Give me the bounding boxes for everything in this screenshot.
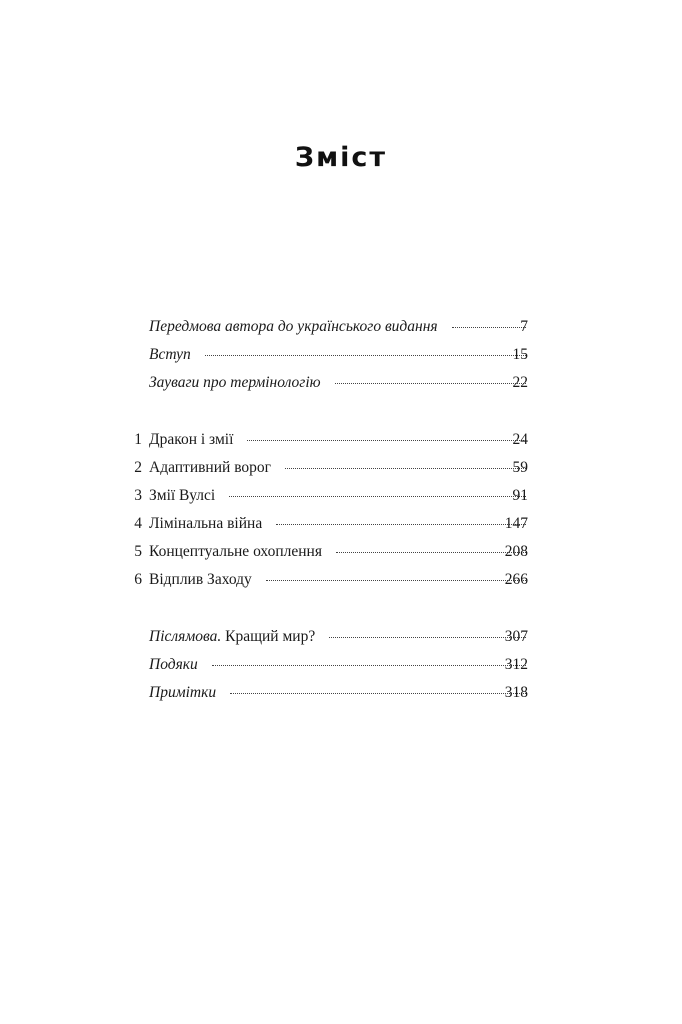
chapter-number: 3: [134, 487, 142, 504]
toc-entry-title: Примітки: [149, 684, 217, 701]
toc-entry-acknowledgements[interactable]: [0, 655, 682, 675]
toc-entry-title: Змії Вулсі: [149, 487, 216, 504]
toc-entry-terminology[interactable]: [0, 373, 682, 393]
toc-entry-title: Передмова автора до українського видання: [149, 318, 438, 335]
toc-page-number: 15: [512, 346, 528, 363]
dot-leader: [266, 579, 526, 581]
toc-entry-notes[interactable]: [0, 683, 682, 703]
toc-page-number: 91: [512, 487, 528, 504]
toc-entry-introduction[interactable]: [0, 345, 682, 365]
toc-entry-title: [149, 627, 315, 647]
chapter-number: 4: [134, 515, 142, 532]
toc-page-number: 318: [504, 684, 528, 701]
toc-entry-title: Вступ: [149, 346, 191, 363]
dot-leader: [229, 495, 526, 497]
toc-entry-title: Подяки: [149, 656, 198, 673]
page-title: Зміст: [294, 142, 388, 174]
toc-chapter-1[interactable]: [0, 430, 682, 450]
toc-entry-afterword[interactable]: [0, 627, 682, 647]
toc-chapter-3[interactable]: [0, 486, 682, 506]
toc-page-number: 307: [504, 628, 528, 645]
toc-page-number: 24: [512, 431, 528, 448]
toc-entry-title: Концептуальне охоплення: [149, 543, 322, 560]
toc-entry-preface[interactable]: [0, 317, 682, 337]
toc-page-number: 147: [504, 515, 528, 532]
toc-chapter-5[interactable]: [0, 542, 682, 562]
toc-page-number: 59: [512, 459, 528, 476]
chapter-number: 5: [134, 543, 142, 560]
chapter-number: 6: [134, 571, 142, 588]
toc-page-number: 22: [512, 374, 528, 391]
toc-page-number: 312: [504, 656, 528, 673]
toc-page-number: 208: [504, 543, 528, 560]
afterword-subtitle: Кращий мир?: [221, 628, 316, 645]
toc-entry-title: Відплив Заходу: [149, 571, 252, 588]
dot-leader: [205, 354, 526, 356]
toc-chapter-4[interactable]: [0, 514, 682, 534]
dot-leader: [212, 664, 526, 666]
toc-entry-title: Зауваги про термінологію: [149, 374, 321, 391]
toc-entry-title: Лімінальна війна: [149, 515, 263, 532]
chapter-number: 2: [134, 459, 142, 476]
toc-page-number: 7: [520, 318, 528, 335]
dot-leader: [247, 439, 526, 441]
toc-entry-title: Адаптивний ворог: [149, 459, 272, 476]
dot-leader: [230, 692, 526, 694]
toc-chapter-2[interactable]: [0, 458, 682, 478]
chapter-number: 1: [134, 431, 142, 448]
toc-entry-title: Дракон і змії: [149, 431, 234, 448]
toc-chapter-6[interactable]: [0, 570, 682, 590]
afterword-label: Післямова.: [149, 628, 222, 645]
toc-page-number: 266: [504, 571, 528, 588]
